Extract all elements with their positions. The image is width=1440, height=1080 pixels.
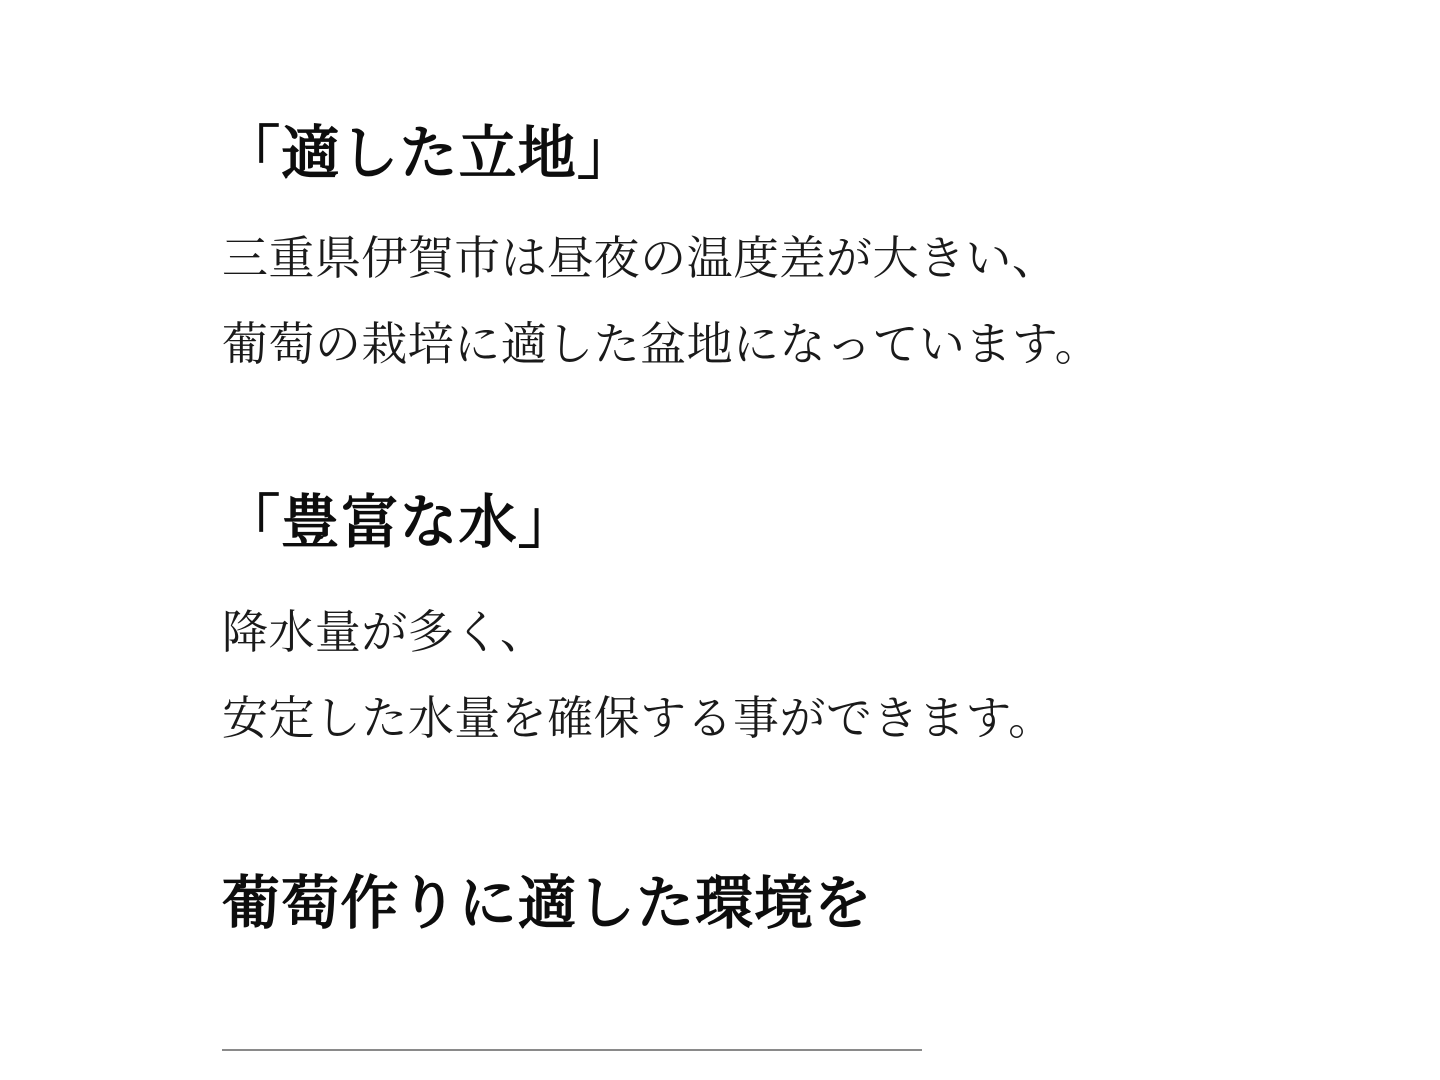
footer-spacer (222, 741, 1282, 869)
section-body-line-4: 安定した水量を確保する事ができます。 (222, 692, 1055, 744)
section-suitable-location (222, 118, 1282, 370)
section-body-line-1: 三重県伊賀市は昼夜の温度差が大きい、 (222, 231, 1059, 284)
footer-underline-rule (222, 1049, 922, 1051)
section-heading-abundant-water: 「豊富な水」 (222, 489, 577, 555)
section-body-line-2: 葡萄の栽培に適した盆地になっています。 (222, 317, 1102, 370)
footer-heading: 葡萄作りに適した環境を (222, 871, 873, 936)
section-heading-suitable-location: 「適した立地」 (222, 121, 637, 186)
slide-content (222, 118, 1282, 939)
section-body-line-3: 降水量が多く、 (222, 606, 547, 658)
section-spacer (222, 367, 1282, 487)
section-abundant-water (222, 487, 1282, 742)
